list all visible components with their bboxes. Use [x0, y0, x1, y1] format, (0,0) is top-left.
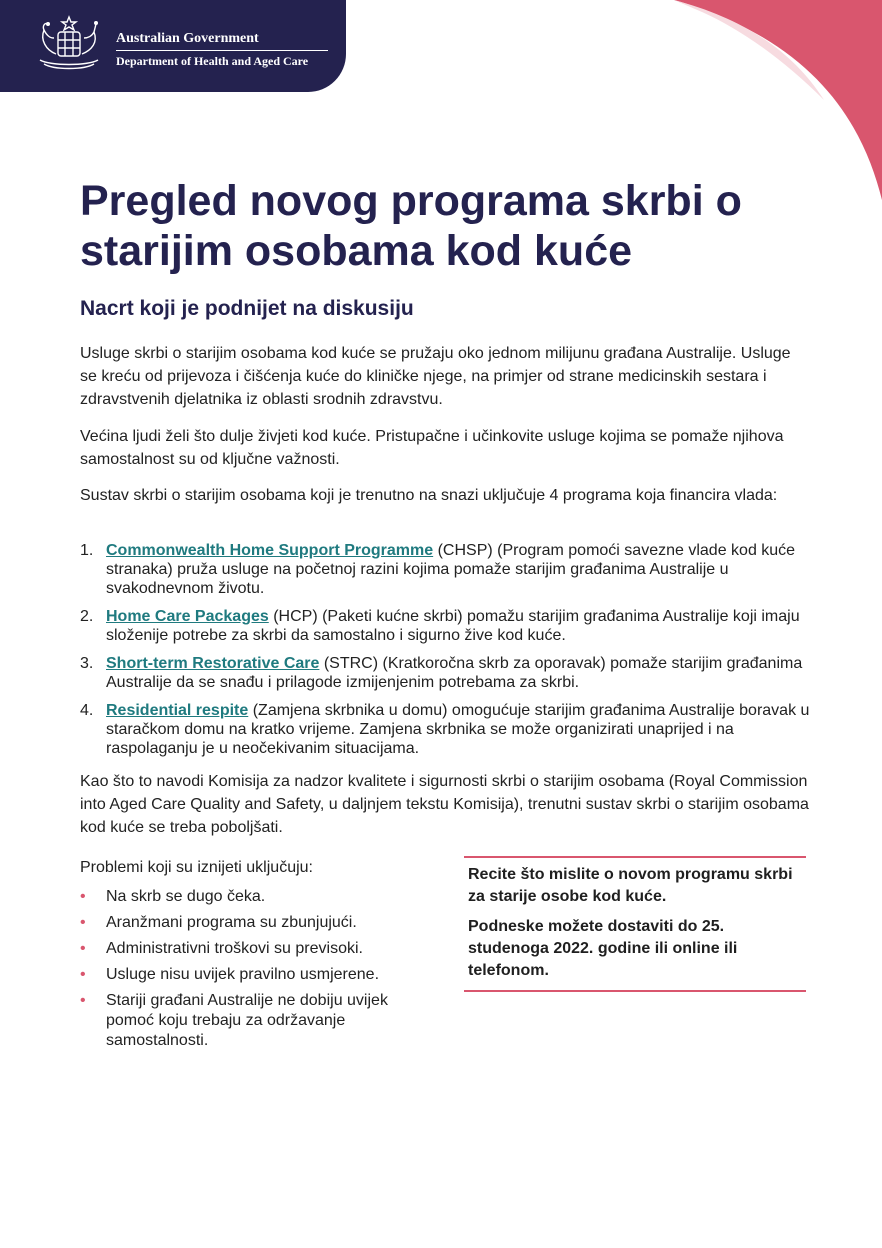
list-item	[80, 887, 420, 907]
decorative-corner-shape	[562, 0, 882, 200]
government-name: Australian Government	[116, 31, 259, 46]
list-item	[80, 991, 420, 1051]
list-item	[80, 654, 810, 692]
problem-text: Stariji građani Australije ne dobiju uvijek pomoć koju trebaju za održavanje samostalnosti.	[106, 992, 388, 1049]
commission-paragraph: Kao što to navodi Komisija za nadzor kvalitete i sigurnosti skrbi o starijim osobama (Royal Commission into Aged Care Quality and Safety, u daljnjem tekstu Komisija), trenutni sustav skrbi o starijim osobama kod kuće se treba poboljšati.	[80, 773, 809, 836]
problem-text: Na skrb se dugo čeka.	[106, 888, 266, 905]
problem-text: Administrativni troškovi su previsoki.	[106, 940, 363, 957]
list-number: 2.	[80, 608, 94, 625]
list-number: 1.	[80, 542, 94, 559]
list-item	[80, 541, 810, 598]
problems-intro: Problemi koji su iznijeti uključuju:	[80, 859, 313, 876]
list-item	[80, 913, 420, 933]
bullet-icon: •	[80, 940, 86, 957]
program-description: (STRC) (Kratkoročna skrb za oporavak) pomaže starijim građanima Australije da se snađu i prilagode izmijenjenim potrebama za skrbi.	[106, 655, 803, 691]
list-item	[80, 965, 420, 985]
list-item	[80, 607, 810, 645]
header-divider	[116, 50, 328, 51]
callout-heading: Recite što mislite o novom programu skrbi za starije osobe kod kuće.	[468, 866, 793, 905]
program-link-hcp[interactable]: Home Care Packages	[106, 608, 269, 625]
program-description: (HCP) (Paketi kućne skrbi) pomažu starijim građanima Australije koji imaju složenije potrebe za skrbi da samostalno i sigurno žive kod kuće.	[106, 608, 800, 644]
programs-list	[80, 541, 810, 767]
program-description: (CHSP) (Program pomoći savezne vlade kod kuće stranaka) pruža usluge na početnoj razini kojima pomaže starijim građanima Australije u svakodnevnom životu.	[106, 542, 796, 597]
program-link-strc[interactable]: Short-term Restorative Care	[106, 655, 320, 672]
problems-list	[80, 887, 420, 1057]
list-item	[80, 701, 810, 758]
bullet-icon: •	[80, 966, 86, 983]
programs-intro-paragraph: Sustav skrbi o starijim osobama koji je trenutno na snazi uključuje 4 programa koja financira vlada:	[80, 487, 778, 504]
callout-deadline: Podneske možete dostaviti do 25. studenoga 2022. godine ili online ili telefonom.	[468, 918, 738, 979]
list-item	[80, 939, 420, 959]
government-header	[0, 0, 346, 92]
intro-paragraph: Usluge skrbi o starijim osobama kod kuće se pružaju oko jednom milijunu građana Australije. Usluge se kreću od prijevoza i čišćenja kuće do kliničke njege, na primjer od strane medicinskih sestara i zdravstvenih djelatnika iz oblasti srodnih zdravstvu.	[80, 345, 791, 408]
problem-text: Usluge nisu uvijek pravilno usmjerene.	[106, 966, 380, 983]
department-name: Department of Health and Aged Care	[116, 54, 309, 68]
coat-of-arms-icon	[30, 14, 108, 76]
program-description: (Zamjena skrbnika u domu) omogućuje starijim građanima Australije boravak u staračkom domu na kratko vrijeme. Zamjena skrbnika se može organizirati unaprijed i na raspolaganju je u neočekivanim situacijama.	[106, 702, 810, 757]
list-number: 3.	[80, 655, 94, 672]
submission-callout	[464, 856, 806, 992]
program-link-respite[interactable]: Residential respite	[106, 702, 249, 719]
independence-paragraph: Većina ljudi želi što dulje živjeti kod kuće. Pristupačne i učinkovite usluge kojima se pomaže njihova samostalnost su od ključne važnosti.	[80, 428, 784, 468]
list-number: 4.	[80, 702, 94, 719]
page-subtitle: Nacrt koji je podnijet na diskusiju	[80, 297, 414, 320]
program-link-chsp[interactable]: Commonwealth Home Support Programme	[106, 542, 434, 559]
bullet-icon: •	[80, 888, 86, 905]
bullet-icon: •	[80, 992, 86, 1009]
page-title: Pregled novog programa skrbi o starijim osobama kod kuće	[80, 177, 742, 275]
bullet-icon: •	[80, 914, 86, 931]
problem-text: Aranžmani programa su zbunjujući.	[106, 914, 357, 931]
